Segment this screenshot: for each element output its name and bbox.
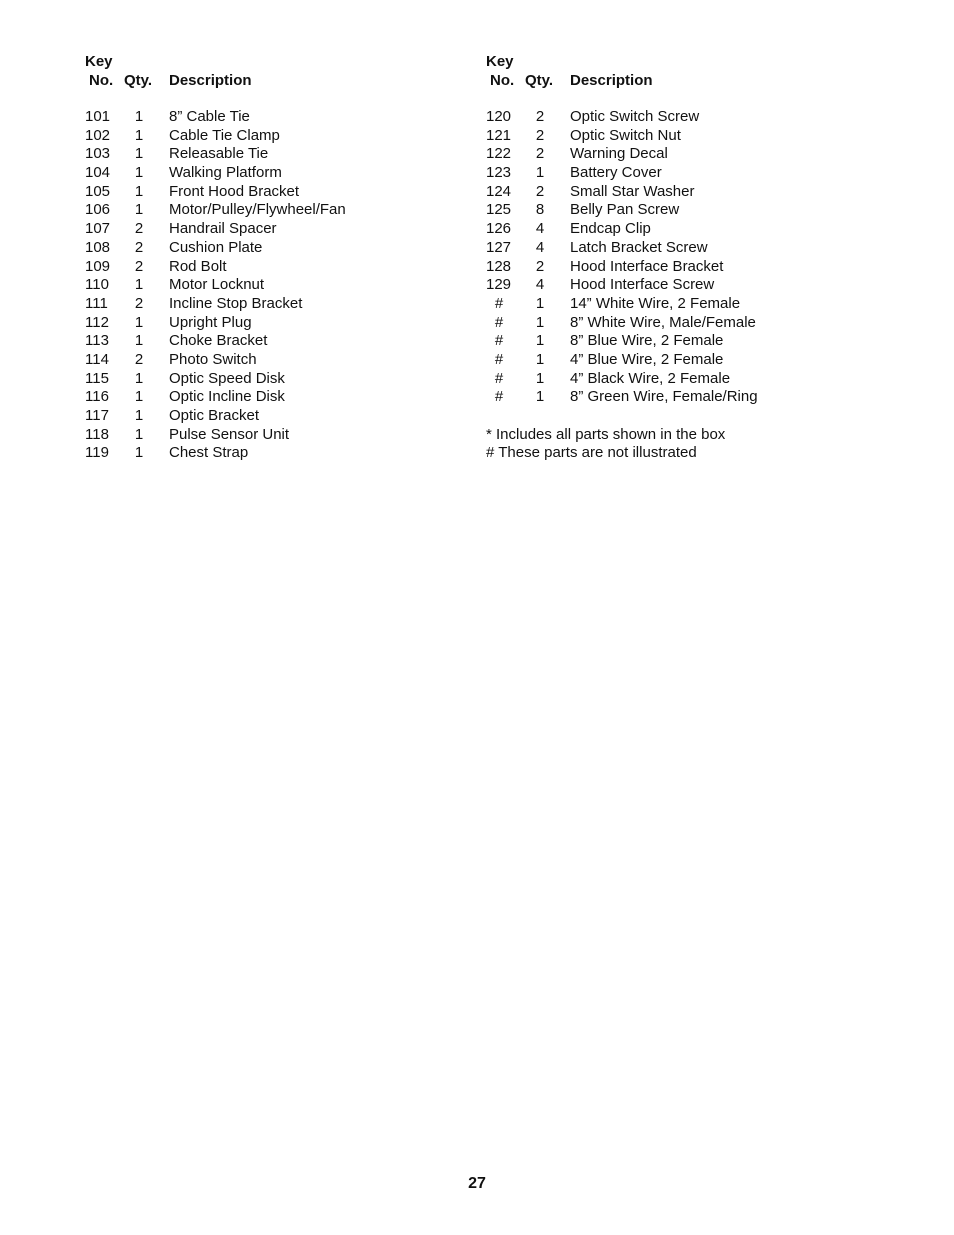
part-description: Small Star Washer	[570, 182, 695, 200]
part-key-number: 116	[85, 388, 109, 406]
part-key-number: 110	[85, 276, 109, 294]
part-quantity: 2	[535, 108, 545, 125]
part-row	[85, 407, 485, 426]
part-description: Motor/Pulley/Flywheel/Fan	[169, 201, 346, 219]
part-row	[486, 164, 886, 183]
part-quantity: 1	[134, 145, 144, 163]
parts-rows-right	[486, 108, 886, 407]
part-key-number: 101	[85, 108, 111, 125]
part-row	[486, 314, 886, 333]
part-description: Cable Tie Clamp	[169, 126, 280, 144]
column-headers	[85, 71, 485, 90]
part-row	[486, 388, 886, 407]
part-row	[486, 370, 886, 389]
part-key-number: #	[494, 332, 504, 350]
part-row	[85, 127, 485, 146]
part-key-number: 129	[486, 276, 512, 294]
part-quantity: 1	[134, 407, 144, 424]
part-description: 14” White Wire, 2 Female	[570, 294, 741, 312]
part-key-number: 128	[486, 257, 512, 275]
part-key-number: 108	[85, 238, 111, 256]
part-description: 8” Green Wire, Female/Ring	[570, 388, 758, 406]
header-no: No.	[490, 72, 515, 89]
part-row	[486, 276, 886, 295]
part-quantity: 1	[134, 164, 144, 182]
header-description: Description	[169, 72, 252, 89]
part-key-number: 113	[85, 332, 109, 350]
part-description: 8” White Wire, Male/Female	[570, 313, 756, 331]
part-description: 8” Cable Tie	[169, 108, 250, 125]
part-key-number: 118	[85, 425, 109, 443]
part-description: Rod Bolt	[169, 257, 227, 275]
header-description: Description	[570, 72, 653, 89]
part-quantity: 1	[134, 388, 144, 406]
part-key-number: 115	[85, 369, 109, 387]
part-key-number: 107	[85, 220, 111, 238]
part-quantity: 1	[535, 313, 545, 331]
part-description: 4” Black Wire, 2 Female	[570, 369, 731, 387]
part-key-number: 126	[486, 220, 512, 238]
footnote-included: * Includes all parts shown in the box	[486, 425, 726, 443]
part-row	[85, 370, 485, 389]
part-key-number: 122	[486, 145, 512, 163]
part-quantity: 1	[535, 332, 545, 350]
part-row	[85, 351, 485, 370]
part-description: Pulse Sensor Unit	[169, 425, 290, 443]
part-quantity: 2	[535, 182, 545, 200]
parts-rows-left	[85, 108, 485, 463]
part-key-number: 117	[85, 407, 109, 424]
part-description: Incline Stop Bracket	[169, 294, 303, 312]
part-description: Releasable Tie	[169, 145, 269, 163]
part-description: Photo Switch	[169, 350, 257, 368]
part-description: Optic Incline Disk	[169, 388, 285, 406]
column-headers	[486, 71, 886, 90]
part-quantity: 8	[535, 201, 545, 219]
part-description: Choke Bracket	[169, 332, 268, 350]
parts-list-left-column	[85, 52, 485, 463]
part-quantity: 1	[134, 444, 144, 462]
part-quantity: 2	[535, 145, 545, 163]
part-row	[85, 276, 485, 295]
header-no: No.	[89, 72, 114, 89]
part-row	[85, 295, 485, 314]
part-row	[486, 239, 886, 258]
part-quantity: 1	[134, 201, 144, 219]
page-number: 27	[468, 1175, 486, 1192]
part-description: Optic Bracket	[169, 407, 260, 424]
part-row	[85, 220, 485, 239]
part-key-number: 104	[85, 164, 111, 182]
part-row	[486, 127, 886, 146]
part-row	[486, 351, 886, 370]
part-description: Optic Speed Disk	[169, 369, 285, 387]
part-quantity: 2	[134, 294, 144, 312]
footnote-not-illustrated: # These parts are not illustrated	[486, 444, 697, 462]
part-description: Handrail Spacer	[169, 220, 277, 238]
part-quantity: 1	[134, 276, 144, 294]
part-quantity: 2	[535, 126, 545, 144]
part-key-number: #	[494, 313, 504, 331]
part-row	[85, 426, 485, 445]
part-quantity: 2	[134, 257, 144, 275]
part-key-number: 114	[85, 350, 109, 368]
part-description: Hood Interface Bracket	[570, 257, 724, 275]
part-row	[85, 164, 485, 183]
part-key-number: 124	[486, 182, 512, 200]
part-key-number: 125	[486, 201, 512, 219]
part-description: Motor Locknut	[169, 276, 265, 294]
part-key-number: 111	[85, 294, 108, 312]
part-quantity: 4	[535, 276, 545, 294]
part-description: Latch Bracket Screw	[570, 238, 708, 256]
part-row	[486, 108, 886, 127]
part-row	[85, 183, 485, 202]
part-quantity: 1	[134, 108, 144, 125]
part-description: Cushion Plate	[169, 238, 263, 256]
part-quantity: 1	[134, 182, 144, 200]
part-row	[85, 258, 485, 277]
part-key-number: #	[494, 294, 504, 312]
part-key-number: #	[494, 388, 504, 406]
part-quantity: 2	[134, 350, 144, 368]
header-key-label: Key	[85, 53, 113, 70]
part-description: Optic Switch Screw	[570, 108, 700, 125]
part-row	[85, 145, 485, 164]
part-key-number: 102	[85, 126, 111, 144]
part-description: Upright Plug	[169, 313, 252, 331]
part-row	[85, 239, 485, 258]
part-row	[85, 388, 485, 407]
part-row	[486, 183, 886, 202]
part-quantity: 1	[134, 369, 144, 387]
part-quantity: 4	[535, 238, 545, 256]
parts-list-right-column	[486, 52, 886, 463]
part-key-number: 105	[85, 182, 111, 200]
part-quantity: 2	[134, 220, 144, 238]
part-key-number: 120	[486, 108, 512, 125]
part-row	[85, 444, 485, 463]
part-description: Front Hood Bracket	[169, 182, 300, 200]
part-quantity: 1	[535, 388, 545, 406]
part-row	[85, 108, 485, 127]
part-quantity: 2	[134, 238, 144, 256]
part-quantity: 1	[535, 369, 545, 387]
part-description: Chest Strap	[169, 444, 249, 462]
part-quantity: 4	[535, 220, 545, 238]
footnotes	[486, 426, 886, 463]
header-qty: Qty.	[525, 72, 554, 89]
part-description: Battery Cover	[570, 164, 662, 182]
part-row	[486, 258, 886, 277]
part-key-number: 123	[486, 164, 512, 182]
part-quantity: 1	[535, 294, 545, 312]
part-key-number: #	[494, 369, 504, 387]
header-qty: Qty.	[124, 72, 153, 89]
part-key-number: 112	[85, 313, 109, 331]
part-quantity: 1	[134, 332, 144, 350]
part-key-number: 109	[85, 257, 111, 275]
part-key-number: 106	[85, 201, 111, 219]
part-description: Belly Pan Screw	[570, 201, 680, 219]
part-key-number: #	[494, 350, 504, 368]
part-row	[486, 201, 886, 220]
part-key-number: 103	[85, 145, 111, 163]
part-description: Warning Decal	[570, 145, 668, 163]
part-key-number: 119	[85, 444, 109, 462]
part-description: Optic Switch Nut	[570, 126, 681, 144]
part-row	[85, 332, 485, 351]
header-key-label: Key	[486, 53, 514, 70]
part-key-number: 127	[486, 238, 512, 256]
part-row	[85, 201, 485, 220]
part-row	[486, 332, 886, 351]
part-quantity: 1	[535, 164, 545, 182]
part-description: 8” Blue Wire, 2 Female	[570, 332, 724, 350]
part-description: Hood Interface Screw	[570, 276, 715, 294]
part-key-number: 121	[486, 126, 512, 144]
part-row	[486, 220, 886, 239]
part-description: Walking Platform	[169, 164, 282, 182]
part-quantity: 1	[134, 126, 144, 144]
part-row	[486, 145, 886, 164]
part-quantity: 2	[535, 257, 545, 275]
part-row	[486, 295, 886, 314]
part-quantity: 1	[134, 313, 144, 331]
part-quantity: 1	[134, 425, 144, 443]
part-description: 4” Blue Wire, 2 Female	[570, 350, 724, 368]
part-quantity: 1	[535, 350, 545, 368]
part-row	[85, 314, 485, 333]
part-description: Endcap Clip	[570, 220, 651, 238]
